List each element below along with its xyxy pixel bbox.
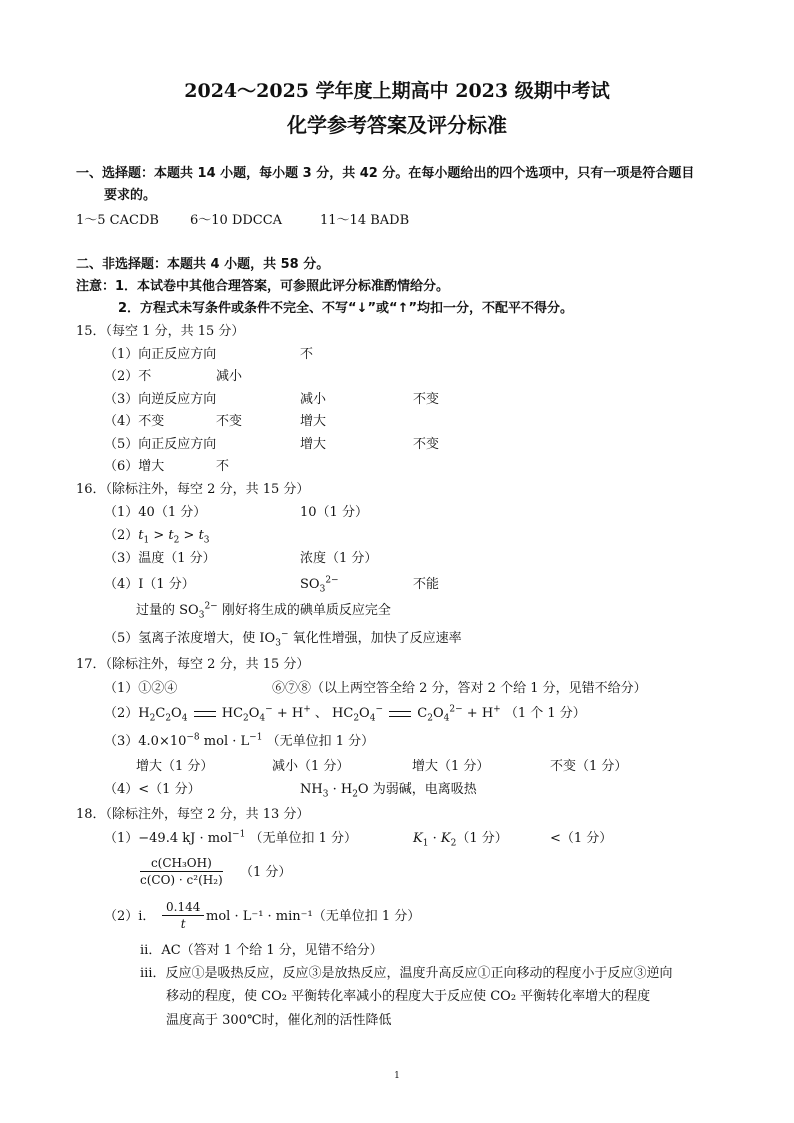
- q16-1-b: 10（1 分）: [300, 505, 368, 520]
- q17-1-a: （1）①②④: [104, 681, 178, 696]
- q15-3-a: （3）向逆反应方向: [104, 392, 217, 407]
- q18-2-i-unit: mol · L⁻¹ · min⁻¹（无单位扣 1 分）: [206, 909, 421, 924]
- q15-3-c: 不变: [413, 392, 440, 407]
- q18-2-iii-b: 移动的程度，使 CO₂ 平衡转化率减小的程度大于反应使 CO₂ 平衡转化率增大的程度: [166, 989, 651, 1004]
- q18-2-ii: ⅱ．AC（答对 1 个给 1 分，见错不给分）: [140, 943, 383, 958]
- q18-1-a: （1）−49.4 kJ · mol$^{-1}$ （无单位扣 1 分）: [104, 829, 358, 846]
- q17-2-equations: $(2)H_2C_2O_4$ $HC_2O_4^- + H^+$ 、 $HC_2O_4^-$ $C_2O_4^{2-} + H^+$ （1 个 1 分）: [104, 704, 586, 724]
- q15-heading: 15．（每空 1 分，共 15 分）: [76, 324, 245, 339]
- note-1: 注意：1．本试卷中其他合理答案，可参照此评分标准酌情给分。: [76, 279, 450, 294]
- q17-3-b3: 增大（1 分）: [412, 759, 490, 774]
- q17-3-b1: 增大（1 分）: [136, 759, 214, 774]
- q15-4-a: （4）不变: [104, 414, 165, 429]
- q16-5: （5）氢离子浓度增大，使 $IO_3^-$ 氧化性增强，加快了反应速率: [104, 629, 462, 649]
- part1-heading: 一、选择题：本题共 14 小题，每小题 3 分，共 42 分。在每小题给出的四个选项中，只有一项是符合题目: [76, 166, 695, 181]
- q16-4-c: 不能: [413, 577, 440, 592]
- q16-1-a: （1）40（1 分）: [104, 505, 207, 520]
- part2-heading: 二、非选择题：本题共 4 小题，共 58 分。: [76, 257, 330, 272]
- q16-3-b: 浓度（1 分）: [300, 551, 378, 566]
- q15-1-b: 不: [300, 347, 314, 362]
- q15-5-b: 增大: [300, 437, 327, 452]
- equilibrium-arrow-icon: [192, 708, 218, 720]
- equilibrium-arrow-icon: [387, 708, 413, 720]
- rate-fraction: $\frac{0.144}{t}$: [162, 899, 204, 932]
- part1-heading-cont: 要求的。: [104, 188, 157, 203]
- q18-2-iii-a: ⅲ．反应①是吸热反应，反应③是放热反应，温度升高反应①正向移动的程度小于反应③逆向: [140, 966, 673, 981]
- mc-answers-1-5: 1～5 CACDB: [76, 213, 159, 228]
- q18-2-iii-c: 温度高于 300℃时，催化剂的活性降低: [166, 1013, 392, 1028]
- q18-1-c: <（1 分）: [550, 831, 613, 846]
- equilibrium-constant-fraction: $\frac{\text{c(CH₃OH)}}{\text{c(CO) · c²(H₂)}}$: [140, 856, 223, 887]
- q15-4-c: 增大: [300, 414, 327, 429]
- q17-3-a: $(3)4.0\times 10^{-8}$ mol · $L^{-1}$ （无单位扣 1 分）: [104, 732, 375, 749]
- q15-6-a: （6）增大: [104, 459, 165, 474]
- q17-4-a: （4）<（1 分）: [104, 782, 201, 797]
- q15-6-b: 不: [216, 459, 230, 474]
- q16-4-a: （4）Ⅰ（1 分）: [104, 577, 195, 592]
- q15-5-c: 不变: [413, 437, 440, 452]
- mc-answers-6-10: 6～10 DDCCA: [190, 213, 283, 228]
- q17-3-b4: 不变（1 分）: [550, 759, 628, 774]
- exam-title: 2024～2025 学年度上期高中 2023 级期中考试: [184, 80, 610, 102]
- answer-key-subtitle: 化学参考答案及评分标准: [287, 113, 507, 137]
- note-2: 2．方程式未写条件或条件不完全、不写“↓”或“↑”均扣一分，不配平不得分。: [118, 301, 574, 316]
- q16-3-a: （3）温度（1 分）: [104, 551, 216, 566]
- q16-2: $(2)t_1 > t_2 > t_3$: [104, 528, 210, 546]
- q15-2-b: 减小: [216, 369, 243, 384]
- q18-heading: 18．（除标注外，每空 2 分，共 13 分）: [76, 807, 310, 822]
- q15-5-a: （5）向正反应方向: [104, 437, 217, 452]
- page-number: 1: [394, 1071, 400, 1081]
- q17-3-b2: 减小（1 分）: [272, 759, 350, 774]
- q18-fraction-score: （1 分）: [240, 865, 292, 880]
- q15-4-b: 不变: [216, 414, 243, 429]
- q17-4-b: $NH_3 \cdot H_2O$ 为弱碱，电离吸热: [300, 782, 477, 800]
- q18-1-b: $K_1 \cdot K_2(1$ 分）: [413, 831, 508, 849]
- q16-4-b: $SO_3^{2-}$: [300, 575, 339, 595]
- mc-answers-11-14: 11～14 BADB: [320, 213, 410, 228]
- q15-1-a: （1）向正反应方向: [104, 347, 217, 362]
- q17-heading: 17．（除标注外，每空 2 分，共 15 分）: [76, 657, 310, 672]
- q15-2-a: （2）不: [104, 369, 152, 384]
- q16-heading: 16．（除标注外，每空 2 分，共 15 分）: [76, 482, 310, 497]
- q15-3-b: 减小: [300, 392, 327, 407]
- q18-2-i-label: （2）ⅰ．: [104, 909, 156, 924]
- q16-4-explain: 过量的 $SO_3^{2-}$ 刚好将生成的碘单质反应完全: [136, 601, 391, 621]
- q17-1-b: ⑥⑦⑧（以上两空答全给 2 分，答对 2 个给 1 分，见错不给分）: [272, 681, 647, 696]
